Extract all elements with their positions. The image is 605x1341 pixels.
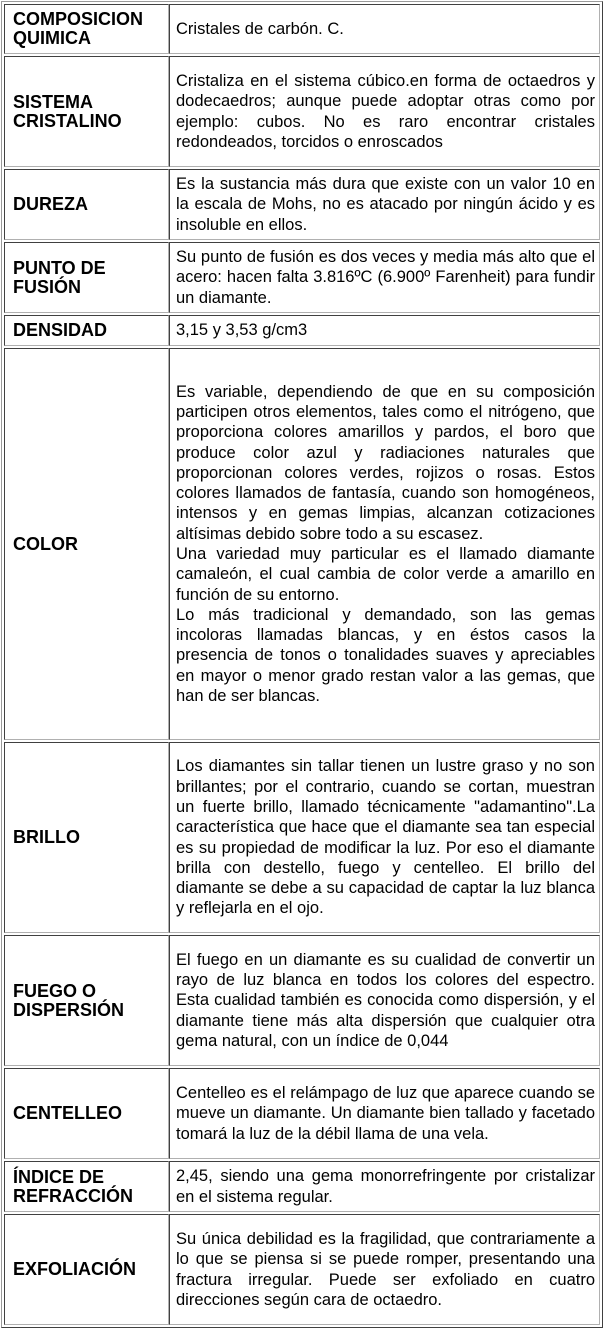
color-paragraph-2: Una variedad muy particular es el llamado diamante camaleón, el cual cambia de color verde a amarillo en función de su entorno. — [176, 545, 595, 604]
property-value: 2,45, siendo una gema monorrefringente por cristalizar en el sistema regular. — [169, 1161, 600, 1212]
table-row — [4, 315, 600, 346]
property-name: BRILLO — [4, 742, 169, 933]
property-name: CENTELLEO — [4, 1068, 169, 1159]
property-value — [169, 348, 600, 740]
table-row — [4, 348, 600, 740]
table-row — [4, 242, 600, 313]
property-value: Centelleo es el relámpago de luz que aparece cuando se mueve un diamante. Un diamante bien tallado y facetado tomará la luz de la débil llama de una vela. — [169, 1068, 600, 1159]
property-value: Los diamantes sin tallar tienen un lustre graso y no son brillantes; por el contrario, cuando se cortan, muestran un fuerte brillo, llamado técnicamente "adamantino".La característica que hace que el diamante sea tan especial es su propiedad de modificar la luz. Por eso el diamante brilla con destello, fuego y centelleo. El brillo del diamante se debe a su capacidad de captar la luz blanca y reflejarla en el ojo. — [169, 742, 600, 933]
table-row — [4, 1214, 600, 1325]
property-value: Cristaliza en el sistema cúbico.en forma de octaedros y dodecaedros; aunque puede adoptar otras como por ejemplo: cubos. No es raro encontrar cristales redondeados, torcidos o enroscados — [169, 56, 600, 167]
property-name: DUREZA — [4, 169, 169, 240]
property-value: 3,15 y 3,53 g/cm3 — [169, 315, 600, 346]
color-paragraph-3: Lo más tradicional y demandado, son las gemas incoloras llamadas blancas, y en éstos casos la presencia de tonos o tonalidades suaves y apreciables en mayor o menor grado restan valor a las gemas, que han de ser blancas. — [176, 605, 595, 706]
table-row — [4, 169, 600, 240]
property-value: El fuego en un diamante es su cualidad de convertir un rayo de luz blanca en todos los colores del espectro. Esta cualidad también es conocida como dispersión, y el diamante tiene más alta dispersión que cualquier otra gema natural, con un índice de 0,044 — [169, 935, 600, 1066]
diamond-properties-table — [1, 1, 603, 1328]
property-value: Cristales de carbón. C. — [169, 4, 600, 54]
property-name: DENSIDAD — [4, 315, 169, 346]
property-value: Su punto de fusión es dos veces y media más alto que el acero: hacen falta 3.816ºC (6.900º Farenheit) para fundir un diamante. — [169, 242, 600, 313]
property-name: ÍNDICE DE REFRACCIÓN — [4, 1161, 169, 1212]
table-row — [4, 935, 600, 1066]
color-paragraph-1: Es variable, dependiendo de que en su composición participen otros elementos, tales como el nitrógeno, que proporciona colores amarillos y pardos, el boro que produce color azul y radiaciones naturales que proporcionan colores verdes, rojizos o rosas. Estos colores llamados de fantasía, cuando son homogéneos, intensos y en gemas limpias, alcanzan cotizaciones altísimas debido sobre todo a su escasez. — [176, 382, 595, 543]
table-row — [4, 1161, 600, 1212]
property-name: EXFOLIACIÓN — [4, 1214, 169, 1325]
property-name: FUEGO O DISPERSIÓN — [4, 935, 169, 1066]
property-value: Su única debilidad es la fragilidad, que contrariamente a lo que se piensa si se puede romper, presentando una fractura irregular. Puede ser exfoliado en cuatro direcciones según cara de octaedro. — [169, 1214, 600, 1325]
property-name: PUNTO DE FUSIÓN — [4, 242, 169, 313]
property-name: COMPOSICION QUIMICA — [4, 4, 169, 54]
table-row — [4, 1068, 600, 1159]
table-row — [4, 56, 600, 167]
property-value: Es la sustancia más dura que existe con un valor 10 en la escala de Mohs, no es atacado por ningún ácido y es insoluble en ellos. — [169, 169, 600, 240]
property-name: SISTEMA CRISTALINO — [4, 56, 169, 167]
table-row — [4, 4, 600, 54]
table-row — [4, 742, 600, 933]
property-name: COLOR — [4, 348, 169, 740]
